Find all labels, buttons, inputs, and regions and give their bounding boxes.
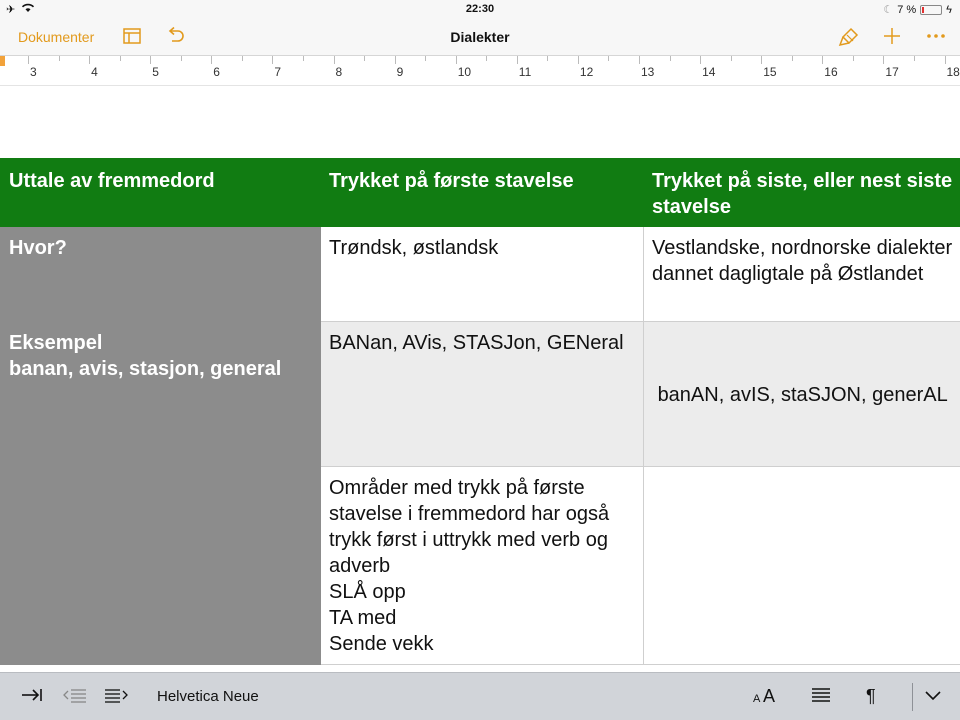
ruler-tick: [914, 56, 915, 61]
font-size-icon[interactable]: [752, 685, 780, 710]
ruler-tick: [822, 56, 823, 64]
ruler-number: 3: [30, 65, 37, 79]
table-cell[interactable]: [321, 322, 644, 467]
table-row-label[interactable]: [1, 467, 321, 665]
ruler-tick: [486, 56, 487, 61]
svg-text:A: A: [753, 693, 761, 705]
ruler-tick: [578, 56, 579, 64]
ruler-tick: [945, 56, 946, 64]
ruler-number: 5: [152, 65, 159, 79]
ruler-number: 10: [457, 65, 472, 79]
ruler-tick: [700, 56, 701, 64]
document-title[interactable]: Dialekter: [450, 29, 510, 45]
status-bar: [0, 0, 960, 20]
ruler-tick: [59, 56, 60, 61]
ruler-number: 12: [579, 65, 594, 79]
outdent-icon[interactable]: [62, 685, 88, 710]
status-right: [883, 3, 952, 16]
table-header-cell[interactable]: Trykket på siste, eller nest siste stavelse: [644, 159, 960, 227]
ruler-number: 9: [396, 65, 404, 79]
table-header-row: [1, 159, 960, 227]
svg-text:A: A: [763, 686, 776, 705]
cell-text: SLÅ opp: [329, 581, 406, 603]
table-row: [1, 322, 960, 467]
ruler-indent-marker[interactable]: [0, 56, 5, 66]
ruler-tick: [883, 56, 884, 64]
ruler-tick: [211, 56, 212, 64]
indent-icon[interactable]: [103, 685, 129, 710]
status-time: 22:30: [465, 3, 495, 15]
airplane-icon: ✈: [6, 4, 16, 16]
ruler-tick: [670, 56, 671, 61]
more-icon[interactable]: [926, 26, 946, 51]
ruler-tick: [731, 56, 732, 61]
charging-icon: ϟ: [946, 3, 952, 16]
ruler-tick: [425, 56, 426, 61]
ruler-tick: [517, 56, 518, 64]
ruler-tick: [181, 56, 182, 61]
moon-icon: ☾: [883, 4, 894, 16]
table-row-label[interactable]: [1, 322, 321, 467]
documents-button[interactable]: Dokumenter: [18, 29, 95, 45]
ruler-number: 14: [702, 65, 716, 79]
undo-icon[interactable]: [166, 26, 188, 51]
ruler-tick: [547, 56, 548, 61]
ruler-tick: [89, 56, 90, 64]
cell-text: Områder med trykk på første stavelse i fremmedord har også trykk først i uttrykk med verb og adverb: [329, 477, 610, 577]
ruler-number: 6: [213, 65, 220, 79]
layout-icon[interactable]: [122, 26, 142, 51]
ruler-tick: [456, 56, 457, 64]
chevron-down-icon[interactable]: [922, 685, 944, 710]
ruler-number: 7: [274, 65, 282, 79]
ruler-tick: [28, 56, 29, 64]
ruler-tick: [761, 56, 762, 64]
tab-indent-icon[interactable]: [20, 685, 44, 710]
cell-text: Hvor?: [9, 237, 67, 259]
ruler-number: 13: [641, 65, 655, 79]
table-cell[interactable]: [644, 227, 960, 322]
battery-percent: 7 %: [897, 3, 917, 16]
cell-text: banAN, avIS, staSJON, generAL: [652, 384, 948, 406]
ruler-tick: [150, 56, 151, 64]
ruler-tick: [639, 56, 640, 64]
ruler-number: 8: [335, 65, 343, 79]
ruler-tick: [303, 56, 304, 61]
ruler-number: 18: [946, 65, 960, 79]
table-cell[interactable]: [644, 467, 960, 665]
battery-icon: [920, 5, 942, 15]
cell-text: Trøndsk, østlandsk: [329, 237, 499, 259]
font-name-button[interactable]: Helvetica Neue: [157, 688, 259, 705]
document-title-wrapper: [0, 29, 960, 45]
cell-text: BANan, AVis, STASJon, GENeral: [329, 332, 624, 354]
ruler-tick: [792, 56, 793, 61]
ruler-number: 11: [518, 65, 532, 79]
ruler-number: 4: [91, 65, 98, 79]
align-justify-icon[interactable]: [810, 685, 832, 710]
ruler-number: 15: [763, 65, 777, 79]
cell-text: Vestlandske, nordnorske dialekter: [652, 237, 953, 259]
ruler-tick: [853, 56, 854, 61]
ruler-number: 17: [885, 65, 899, 79]
table-row: [1, 467, 960, 665]
ruler-tick: [395, 56, 396, 64]
ruler-number: 16: [824, 65, 838, 79]
paintbrush-icon[interactable]: [838, 26, 860, 53]
dialect-table[interactable]: [0, 158, 960, 665]
table-header-cell[interactable]: Trykket på første stavelse: [321, 159, 644, 227]
table-cell[interactable]: [321, 227, 644, 322]
table-row-label[interactable]: [1, 227, 321, 322]
plus-icon[interactable]: [882, 26, 902, 51]
toolbar: [0, 20, 960, 56]
ruler-tick: [608, 56, 609, 61]
cell-text: Sende vekk: [329, 633, 434, 655]
table-header-cell[interactable]: Uttale av fremmedord: [1, 159, 321, 227]
ruler[interactable]: [0, 56, 960, 86]
cell-text: Eksempel: [9, 332, 103, 354]
document-canvas[interactable]: [0, 86, 960, 672]
table-cell[interactable]: [321, 467, 644, 665]
ruler-tick: [334, 56, 335, 64]
table-row: [1, 227, 960, 322]
format-bar-divider: [912, 683, 913, 711]
ruler-tick: [120, 56, 121, 61]
cell-text: dannet dagligtale på Østlandet: [652, 263, 924, 285]
ruler-tick: [272, 56, 273, 64]
format-bar: [0, 672, 960, 720]
ruler-tick: [242, 56, 243, 61]
ruler-tick: [364, 56, 365, 61]
table-cell[interactable]: [644, 322, 960, 467]
cell-text: TA med: [329, 607, 397, 629]
cell-text: banan, avis, stasjon, general: [9, 358, 282, 380]
pilcrow-icon[interactable]: ¶: [866, 686, 876, 706]
